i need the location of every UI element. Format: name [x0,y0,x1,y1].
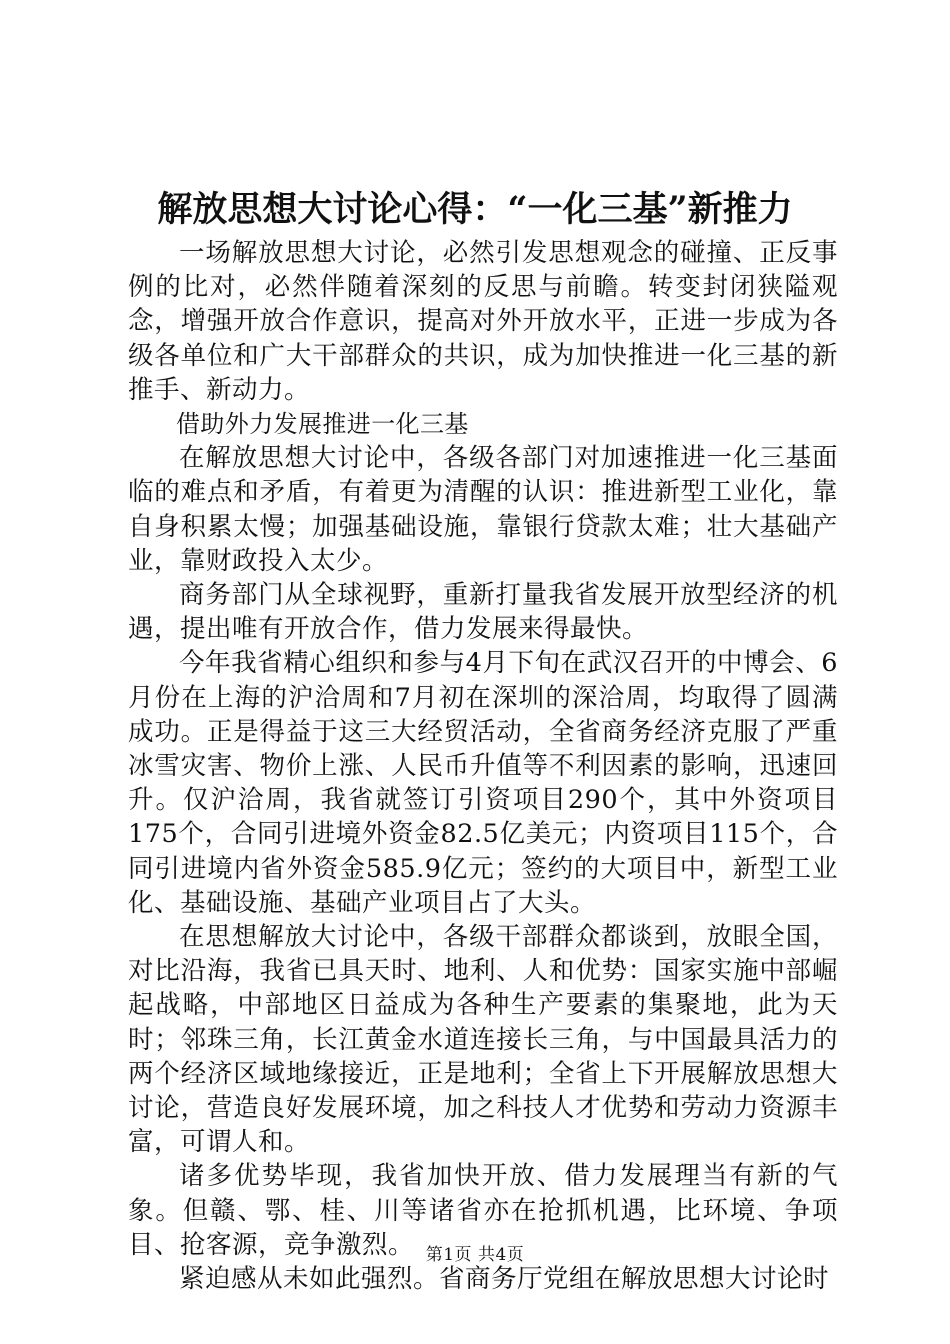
paragraph-urgency: 紧迫感从未如此强烈。省商务厅党组在解放思想大讨论时 [179,1264,830,1295]
paragraph-trade-events: 今年我省精心组织和参与4月下旬在武汉召开的中博会、6月份在上海的沪洽周和7月初在深圳的深洽周，均取得了圆满成功。正是得益于这三大经贸活动，全省商务经济克服了严重冰雪灾害、物价上涨、人民币升值等不利因素的影响，迅速回升。仅沪洽周，我省就签订引资项目290个，其中外资项目175个，合同引进境外资金82.5亿美元；内资项目115个，合同引进境内省外资金585.9亿元；签约的大项目中，新型工业化、基础设施、基础产业项目占了大头。 [128,648,838,918]
section-heading: 借助外力发展推进一化三基 [176,410,469,439]
paragraph-intro: 一场解放思想大讨论，必然引发思想观念的碰撞、正反事例的比对，必然伴随着深刻的反思与前瞻。转变封闭狭隘观念，增强开放合作意识，提高对外开放水平，正进一步成为各级各单位和广大干部群众的共识，成为加快推进一化三基的新推手、新动力。 [128,238,838,405]
document-body [128,236,838,1296]
page-title: 解放思想大讨论心得：“一化三基”新推力 [157,189,793,230]
paragraph-difficulties: 在解放思想大讨论中，各级各部门对加速推进一化三基面临的难点和矛盾，有着更为清醒的认识：推进新型工业化，靠自身积累太慢；加强基础设施，靠银行贷款太难；壮大基础产业，靠财政投入太少。 [128,443,838,576]
paragraph-competition: 诸多优势毕现，我省加快开放、借力发展理当有新的气象。但赣、鄂、桂、川等诸省亦在抢抓机遇，比环境、争项目、抢客源，竞争激烈。 [128,1161,838,1260]
paragraph-advantages: 在思想解放大讨论中，各级干部群众都谈到，放眼全国，对比沿海，我省已具天时、地利、人和优势：国家实施中部崛起战略，中部地区日益成为各种生产要素的集聚地，此为天时；邻珠三角，长江黄金水道连接长三角，与中国最具活力的两个经济区域地缘接近，正是地利；全省上下开展解放思想大讨论，营造良好发展环境，加之科技人才优势和劳动力资源丰富，可谓人和。 [128,922,838,1158]
paragraph-commerce-dept: 商务部门从全球视野，重新打量我省发展开放型经济的机遇，提出唯有开放合作，借力发展来得最快。 [128,580,838,645]
page-number-footer: 第1页 共4页 [425,1245,525,1265]
